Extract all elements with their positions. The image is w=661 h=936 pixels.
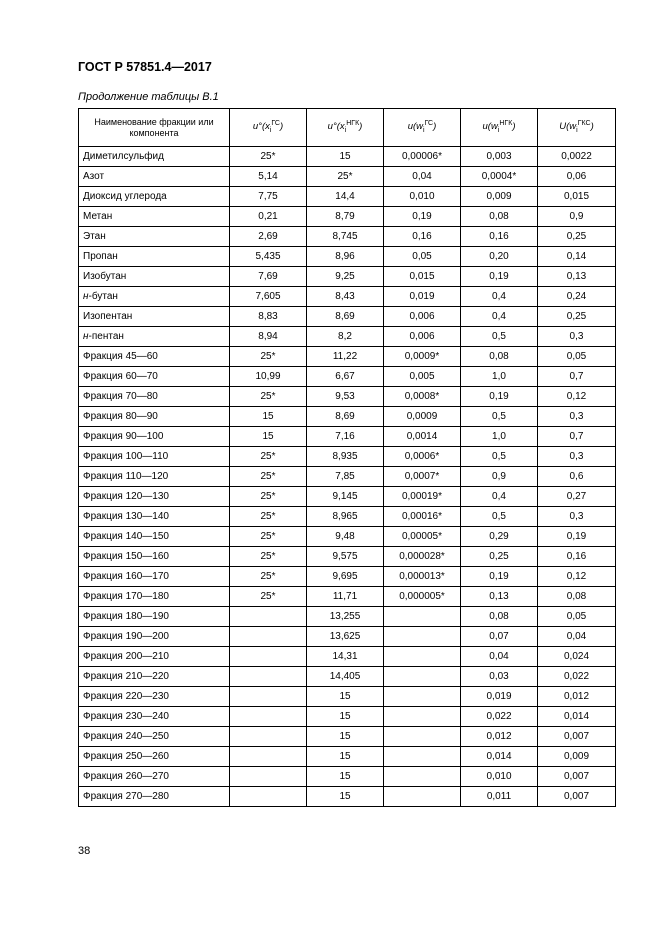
value-cell-c2: 9,575 (307, 547, 384, 567)
value-cell-c3: 0,00005* (384, 527, 461, 547)
value-cell-c5: 0,6 (538, 467, 616, 487)
value-cell-c1: 7,75 (230, 187, 307, 207)
column-header-c4: $u(w_i^{НГК})$ (461, 109, 538, 147)
table-row (79, 427, 616, 447)
value-cell-c4: 0,16 (461, 227, 538, 247)
value-cell-c1: 5,435 (230, 247, 307, 267)
value-cell-c5: 0,3 (538, 507, 616, 527)
value-cell-c5: 0,007 (538, 767, 616, 787)
row-name-cell: н-пентан (79, 327, 230, 347)
column-header-c5: $U(w_i^{ГКС})$ (538, 109, 616, 147)
value-cell-c5: 0,3 (538, 327, 616, 347)
value-cell-c2: 15 (307, 687, 384, 707)
table-row (79, 787, 616, 807)
value-cell-c4: 0,5 (461, 327, 538, 347)
table-row (79, 167, 616, 187)
value-cell-c5: 0,12 (538, 567, 616, 587)
value-cell-c2: 14,4 (307, 187, 384, 207)
table-row (79, 627, 616, 647)
value-cell-c2: 9,145 (307, 487, 384, 507)
table-row (79, 667, 616, 687)
table-row (79, 267, 616, 287)
value-cell-c1 (230, 767, 307, 787)
value-cell-c2: 15 (307, 787, 384, 807)
value-cell-c2: 8,96 (307, 247, 384, 267)
value-cell-c4: 0,014 (461, 747, 538, 767)
value-cell-c5: 0,7 (538, 427, 616, 447)
table-row (79, 327, 616, 347)
row-name-cell: Диметилсульфид (79, 147, 230, 167)
value-cell-c1: 15 (230, 407, 307, 427)
value-cell-c1: 25* (230, 487, 307, 507)
column-header-c3: $u(w_i^{ГС})$ (384, 109, 461, 147)
value-cell-c5: 0,015 (538, 187, 616, 207)
value-cell-c3: 0,005 (384, 367, 461, 387)
value-cell-c4: 0,022 (461, 707, 538, 727)
value-cell-c3: 0,0006* (384, 447, 461, 467)
value-cell-c5: 0,25 (538, 307, 616, 327)
value-cell-c3 (384, 647, 461, 667)
row-name-cell: Фракция 160—170 (79, 567, 230, 587)
row-name-cell: Фракция 100—110 (79, 447, 230, 467)
row-name-cell: н-бутан (79, 287, 230, 307)
value-cell-c5: 0,009 (538, 747, 616, 767)
value-cell-c4: 0,20 (461, 247, 538, 267)
value-cell-c4: 0,0004* (461, 167, 538, 187)
table-row (79, 767, 616, 787)
table-row (79, 307, 616, 327)
value-cell-c1: 2,69 (230, 227, 307, 247)
table-row (79, 747, 616, 767)
table-row (79, 707, 616, 727)
table-row (79, 387, 616, 407)
value-cell-c3: 0,0008* (384, 387, 461, 407)
value-cell-c1: 0,21 (230, 207, 307, 227)
table-header-row (79, 109, 616, 147)
value-cell-c4: 1,0 (461, 367, 538, 387)
value-cell-c4: 0,019 (461, 687, 538, 707)
value-cell-c2: 8,79 (307, 207, 384, 227)
value-cell-c5: 0,05 (538, 607, 616, 627)
value-cell-c3: 0,015 (384, 267, 461, 287)
value-cell-c5: 0,06 (538, 167, 616, 187)
row-name-cell: Фракция 230—240 (79, 707, 230, 727)
value-cell-c5: 0,3 (538, 447, 616, 467)
row-name-cell: Фракция 240—250 (79, 727, 230, 747)
value-cell-c4: 0,19 (461, 567, 538, 587)
column-header-name-label: Наименование фракции или компонента (94, 116, 214, 138)
table-row (79, 507, 616, 527)
value-cell-c4: 0,08 (461, 607, 538, 627)
value-cell-c5: 0,27 (538, 487, 616, 507)
value-cell-c3: 0,010 (384, 187, 461, 207)
value-cell-c3 (384, 727, 461, 747)
table-row (79, 467, 616, 487)
value-cell-c5: 0,05 (538, 347, 616, 367)
value-cell-c4: 0,011 (461, 787, 538, 807)
value-cell-c5: 0,9 (538, 207, 616, 227)
row-name-cell: Диоксид углерода (79, 187, 230, 207)
value-cell-c3: 0,04 (384, 167, 461, 187)
table-row (79, 587, 616, 607)
row-name-cell: Фракция 60—70 (79, 367, 230, 387)
table-row (79, 227, 616, 247)
table-row (79, 607, 616, 627)
value-cell-c3 (384, 767, 461, 787)
table-row (79, 727, 616, 747)
row-name-cell: Фракция 140—150 (79, 527, 230, 547)
row-name-cell: Фракция 70—80 (79, 387, 230, 407)
value-cell-c1 (230, 787, 307, 807)
value-cell-c4: 0,08 (461, 347, 538, 367)
value-cell-c2: 7,16 (307, 427, 384, 447)
value-cell-c3: 0,019 (384, 287, 461, 307)
column-header-c2: $u^\circ(x_i^{НГК})$ (307, 109, 384, 147)
value-cell-c1: 7,69 (230, 267, 307, 287)
value-cell-c5: 0,13 (538, 267, 616, 287)
value-cell-c2: 9,53 (307, 387, 384, 407)
row-name-cell: Фракция 90—100 (79, 427, 230, 447)
value-cell-c3 (384, 667, 461, 687)
value-cell-c4: 0,003 (461, 147, 538, 167)
value-cell-c2: 8,935 (307, 447, 384, 467)
table-row (79, 487, 616, 507)
value-cell-c4: 0,4 (461, 287, 538, 307)
value-cell-c1: 25* (230, 527, 307, 547)
value-cell-c2: 9,695 (307, 567, 384, 587)
value-cell-c5: 0,12 (538, 387, 616, 407)
value-cell-c3 (384, 707, 461, 727)
value-cell-c4: 0,04 (461, 647, 538, 667)
value-cell-c3: 0,000005* (384, 587, 461, 607)
value-cell-c4: 0,012 (461, 727, 538, 747)
value-cell-c3: 0,000013* (384, 567, 461, 587)
row-name-cell: Фракция 80—90 (79, 407, 230, 427)
row-name-cell: Фракция 250—260 (79, 747, 230, 767)
value-cell-c3: 0,00016* (384, 507, 461, 527)
value-cell-c2: 7,85 (307, 467, 384, 487)
value-cell-c3 (384, 787, 461, 807)
value-cell-c2: 15 (307, 727, 384, 747)
value-cell-c4: 0,29 (461, 527, 538, 547)
row-name-cell: Фракция 150—160 (79, 547, 230, 567)
value-cell-c4: 0,9 (461, 467, 538, 487)
value-cell-c3 (384, 747, 461, 767)
value-cell-c4: 0,009 (461, 187, 538, 207)
value-cell-c1: 25* (230, 587, 307, 607)
table-row (79, 687, 616, 707)
row-name-cell: Метан (79, 207, 230, 227)
value-cell-c3: 0,0014 (384, 427, 461, 447)
value-cell-c2: 8,69 (307, 307, 384, 327)
value-cell-c3: 0,00006* (384, 147, 461, 167)
value-cell-c4: 0,25 (461, 547, 538, 567)
value-cell-c4: 0,4 (461, 487, 538, 507)
value-cell-c1: 25* (230, 147, 307, 167)
value-cell-c5: 0,024 (538, 647, 616, 667)
value-cell-c4: 0,19 (461, 267, 538, 287)
value-cell-c2: 8,965 (307, 507, 384, 527)
table-row (79, 247, 616, 267)
value-cell-c5: 0,022 (538, 667, 616, 687)
value-cell-c3 (384, 607, 461, 627)
value-cell-c1 (230, 707, 307, 727)
table-row (79, 447, 616, 467)
table-row (79, 407, 616, 427)
value-cell-c1 (230, 687, 307, 707)
value-cell-c2: 13,255 (307, 607, 384, 627)
row-name-cell: Фракция 220—230 (79, 687, 230, 707)
table-row (79, 207, 616, 227)
table-row (79, 367, 616, 387)
value-cell-c4: 0,010 (461, 767, 538, 787)
value-cell-c4: 0,5 (461, 447, 538, 467)
row-name-cell: Фракция 45—60 (79, 347, 230, 367)
value-cell-c2: 8,43 (307, 287, 384, 307)
row-name-cell: Фракция 210—220 (79, 667, 230, 687)
row-name-cell: Фракция 120—130 (79, 487, 230, 507)
table-row (79, 287, 616, 307)
row-name-cell: Изобутан (79, 267, 230, 287)
value-cell-c1: 7,605 (230, 287, 307, 307)
value-cell-c3: 0,0007* (384, 467, 461, 487)
row-name-cell: Пропан (79, 247, 230, 267)
value-cell-c3: 0,00019* (384, 487, 461, 507)
value-cell-c2: 25* (307, 167, 384, 187)
value-cell-c1: 25* (230, 467, 307, 487)
value-cell-c2: 15 (307, 767, 384, 787)
value-cell-c1 (230, 647, 307, 667)
table-row (79, 147, 616, 167)
value-cell-c3: 0,0009 (384, 407, 461, 427)
value-cell-c2: 9,25 (307, 267, 384, 287)
value-cell-c5: 0,19 (538, 527, 616, 547)
row-name-cell: Азот (79, 167, 230, 187)
value-cell-c1: 10,99 (230, 367, 307, 387)
row-name-cell: Фракция 110—120 (79, 467, 230, 487)
value-cell-c1: 8,83 (230, 307, 307, 327)
value-cell-c1 (230, 667, 307, 687)
row-name-cell: Изопентан (79, 307, 230, 327)
row-name-cell: Фракция 200—210 (79, 647, 230, 667)
value-cell-c2: 11,22 (307, 347, 384, 367)
value-cell-c2: 15 (307, 147, 384, 167)
value-cell-c1 (230, 727, 307, 747)
row-name-cell: Фракция 270—280 (79, 787, 230, 807)
value-cell-c4: 0,07 (461, 627, 538, 647)
value-cell-c3: 0,000028* (384, 547, 461, 567)
value-cell-c3: 0,16 (384, 227, 461, 247)
value-cell-c1: 5,14 (230, 167, 307, 187)
value-cell-c5: 0,0022 (538, 147, 616, 167)
value-cell-c1 (230, 627, 307, 647)
value-cell-c3: 0,05 (384, 247, 461, 267)
value-cell-c4: 0,03 (461, 667, 538, 687)
value-cell-c1: 15 (230, 427, 307, 447)
value-cell-c1 (230, 607, 307, 627)
value-cell-c5: 0,7 (538, 367, 616, 387)
value-cell-c5: 0,007 (538, 787, 616, 807)
value-cell-c1: 25* (230, 387, 307, 407)
value-cell-c5: 0,012 (538, 687, 616, 707)
value-cell-c1 (230, 747, 307, 767)
value-cell-c4: 0,08 (461, 207, 538, 227)
value-cell-c4: 0,13 (461, 587, 538, 607)
value-cell-c2: 8,69 (307, 407, 384, 427)
value-cell-c3 (384, 687, 461, 707)
value-cell-c1: 25* (230, 447, 307, 467)
table-row (79, 647, 616, 667)
table-body (79, 147, 616, 807)
value-cell-c5: 0,24 (538, 287, 616, 307)
table-row (79, 567, 616, 587)
table-row (79, 547, 616, 567)
row-name-cell: Этан (79, 227, 230, 247)
column-header-c1: $u^\circ(x_i^{ГС})$ (230, 109, 307, 147)
table-caption: Продолжение таблицы В.1 (78, 91, 219, 103)
value-cell-c3 (384, 627, 461, 647)
value-cell-c2: 15 (307, 747, 384, 767)
value-cell-c4: 0,4 (461, 307, 538, 327)
value-cell-c4: 1,0 (461, 427, 538, 447)
value-cell-c2: 9,48 (307, 527, 384, 547)
value-cell-c2: 14,31 (307, 647, 384, 667)
value-cell-c5: 0,014 (538, 707, 616, 727)
value-cell-c3: 0,006 (384, 307, 461, 327)
column-header-name (79, 109, 230, 147)
table-row (79, 527, 616, 547)
value-cell-c5: 0,14 (538, 247, 616, 267)
value-cell-c2: 8,745 (307, 227, 384, 247)
row-name-cell: Фракция 170—180 (79, 587, 230, 607)
value-cell-c1: 25* (230, 507, 307, 527)
data-table (78, 108, 616, 807)
value-cell-c2: 15 (307, 707, 384, 727)
row-name-cell: Фракция 180—190 (79, 607, 230, 627)
value-cell-c5: 0,04 (538, 627, 616, 647)
document-title: ГОСТ Р 57851.4—2017 (78, 60, 212, 74)
value-cell-c1: 25* (230, 347, 307, 367)
page-number: 38 (78, 845, 91, 857)
value-cell-c1: 25* (230, 567, 307, 587)
table-row (79, 187, 616, 207)
value-cell-c5: 0,3 (538, 407, 616, 427)
value-cell-c4: 0,5 (461, 507, 538, 527)
value-cell-c3: 0,19 (384, 207, 461, 227)
value-cell-c3: 0,0009* (384, 347, 461, 367)
value-cell-c1: 25* (230, 547, 307, 567)
value-cell-c2: 11,71 (307, 587, 384, 607)
value-cell-c5: 0,16 (538, 547, 616, 567)
row-name-cell: Фракция 130—140 (79, 507, 230, 527)
row-name-cell: Фракция 190—200 (79, 627, 230, 647)
value-cell-c5: 0,25 (538, 227, 616, 247)
value-cell-c3: 0,006 (384, 327, 461, 347)
value-cell-c4: 0,19 (461, 387, 538, 407)
value-cell-c2: 14,405 (307, 667, 384, 687)
value-cell-c5: 0,08 (538, 587, 616, 607)
table-row (79, 347, 616, 367)
value-cell-c4: 0,5 (461, 407, 538, 427)
value-cell-c2: 8,2 (307, 327, 384, 347)
value-cell-c2: 6,67 (307, 367, 384, 387)
value-cell-c5: 0,007 (538, 727, 616, 747)
row-name-cell: Фракция 260—270 (79, 767, 230, 787)
value-cell-c1: 8,94 (230, 327, 307, 347)
value-cell-c2: 13,625 (307, 627, 384, 647)
